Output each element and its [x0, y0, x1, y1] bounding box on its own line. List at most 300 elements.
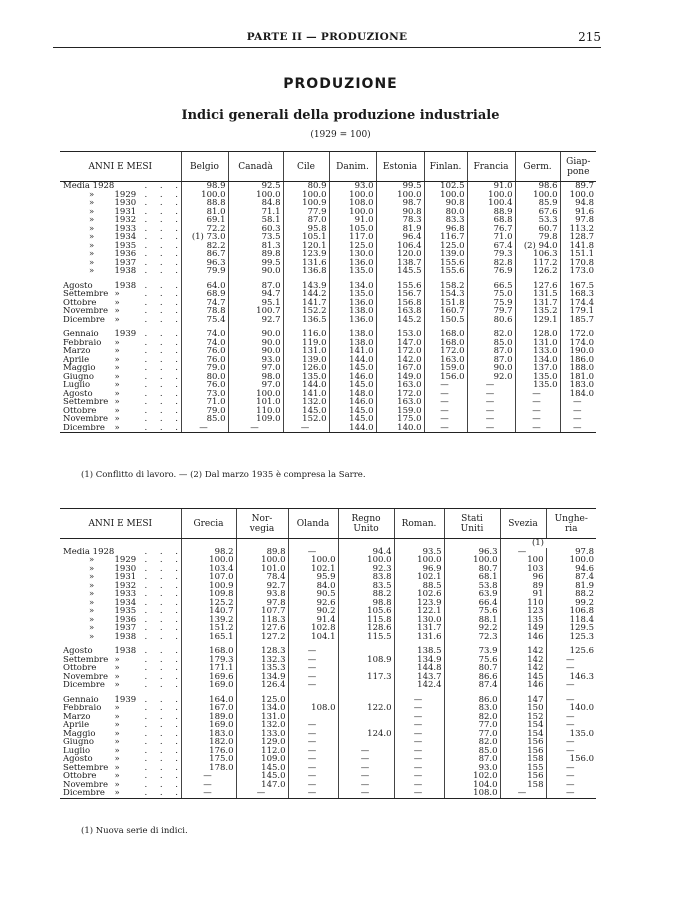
index-value: 77.9	[283, 208, 329, 217]
leader-dots: . . .	[144, 240, 184, 251]
period-name: Luglio	[63, 746, 91, 755]
period-year: »	[114, 728, 120, 739]
period-year: 1929	[114, 555, 137, 565]
index-value: 90.8	[424, 199, 467, 208]
period-year: 1931	[114, 572, 137, 582]
index-value: 78.8	[181, 307, 228, 316]
index-value: 175.0	[181, 755, 236, 764]
index-value: 139.2	[181, 616, 236, 625]
index-value: 83.5	[338, 582, 394, 591]
index-value: 140.0	[376, 424, 424, 433]
index-value: 134.0	[329, 282, 376, 291]
index-value: 83.8	[338, 573, 394, 582]
index-value: 93.0	[444, 764, 500, 773]
period-year: »	[114, 737, 120, 747]
index-value: —	[338, 755, 394, 764]
period-year: »	[114, 779, 120, 790]
index-value: 67.4	[467, 242, 515, 251]
index-value: 58.1	[228, 216, 283, 225]
index-value: 174.0	[560, 339, 596, 348]
index-value: 92.2	[444, 624, 500, 633]
page-number: 215	[578, 30, 601, 44]
period-label	[60, 680, 184, 690]
index-value: 87.0	[228, 282, 283, 291]
index-value: 136.5	[283, 316, 329, 325]
index-value: 80.6	[467, 316, 515, 325]
index-value: 186.0	[560, 356, 596, 365]
index-value: 95.9	[288, 573, 338, 582]
index-value: 120.1	[283, 242, 329, 251]
leader-dots: . . .	[144, 703, 184, 713]
index-value: 79.7	[467, 307, 515, 316]
period-name: Dicembre	[63, 315, 105, 324]
table-row	[60, 356, 596, 365]
index-value: 85.9	[515, 199, 560, 208]
table-row	[60, 299, 596, 308]
index-value: 122.1	[394, 607, 444, 616]
index-value: 145.0	[329, 364, 376, 373]
index-value: 74.7	[181, 299, 228, 308]
index-value: —	[288, 730, 338, 739]
index-value: 102.8	[288, 624, 338, 633]
index-value: 165.1	[181, 633, 236, 642]
index-value: 96	[500, 573, 546, 582]
period-year: »	[114, 720, 120, 730]
leader-dots: . . .	[144, 572, 184, 582]
table-row	[60, 259, 596, 268]
index-value: 86.0	[444, 696, 500, 705]
period-name: Marzo	[63, 347, 91, 356]
index-value: 74.0	[181, 330, 228, 339]
index-value: 90.5	[288, 590, 338, 599]
table-row	[60, 681, 596, 690]
index-value: 176.0	[181, 747, 236, 756]
index-value: 117.3	[338, 673, 394, 682]
index-value: 163.0	[424, 356, 467, 365]
index-value: 142	[500, 656, 546, 665]
index-value: 153.0	[376, 330, 424, 339]
index-value: 127.6	[515, 282, 560, 291]
period-year: 1939	[114, 329, 137, 339]
index-value: 138.0	[329, 339, 376, 348]
index-value: 72.3	[444, 633, 500, 642]
leader-dots: . . .	[144, 189, 184, 200]
index-value: 92.7	[228, 316, 283, 325]
index-value: 73.5	[228, 233, 283, 242]
index-value: 92.3	[338, 565, 394, 574]
index-value: —	[546, 781, 596, 790]
period-name: Novembre	[63, 307, 108, 316]
index-value: 102.6	[394, 590, 444, 599]
index-value: 89.7	[560, 182, 596, 191]
index-value: —	[467, 407, 515, 416]
period-year: »	[114, 671, 120, 682]
index-value: 130.0	[329, 250, 376, 259]
index-value: —	[181, 789, 236, 798]
table-row	[60, 539, 596, 548]
index-value: (2) 94.0	[515, 242, 560, 251]
index-value: 87.4	[444, 681, 500, 690]
index-value: 135.3	[236, 664, 288, 673]
leader-dots: . . .	[144, 280, 184, 291]
index-value: 81.0	[181, 208, 228, 217]
period-year: »	[114, 297, 120, 308]
index-value: 139.0	[283, 356, 329, 365]
table-row	[60, 250, 596, 259]
index-value: 129.0	[236, 738, 288, 747]
index-value: 167.5	[560, 282, 596, 291]
leader-dots: . . .	[144, 215, 184, 225]
index-value: 131.6	[394, 633, 444, 642]
production-index-table-2	[60, 508, 596, 799]
leader-dots: . . .	[144, 388, 184, 399]
leader-dots: . . .	[144, 337, 184, 348]
index-value: 71.0	[467, 233, 515, 242]
index-value: —	[394, 747, 444, 756]
index-value: —	[288, 681, 338, 690]
index-value: 82.0	[444, 713, 500, 722]
period-year: »	[114, 354, 120, 365]
leader-dots: . . .	[144, 380, 184, 390]
index-value: 125.3	[546, 633, 596, 642]
index-value: 151.1	[560, 250, 596, 259]
period-name: Febbraio	[63, 338, 102, 347]
index-value: 107.7	[236, 607, 288, 616]
column-header-country: Nor- vegia	[236, 509, 288, 539]
index-value: 129.1	[515, 316, 560, 325]
leader-dots: . . .	[144, 728, 184, 739]
index-value: 92.6	[288, 599, 338, 608]
leader-dots: . . .	[144, 329, 184, 339]
table-row	[60, 290, 596, 299]
index-value: 90.0	[228, 339, 283, 348]
index-value: —	[394, 789, 444, 798]
index-value: 131.0	[236, 713, 288, 722]
index-value: 96.3	[181, 259, 228, 268]
period-name: »	[89, 590, 95, 599]
index-value: 108.0	[329, 199, 376, 208]
index-value: 76.0	[181, 347, 228, 356]
index-value: 77.0	[444, 730, 500, 739]
period-name: Dicembre	[63, 681, 105, 690]
index-value: 94.4	[338, 548, 394, 557]
index-value: 76.7	[467, 225, 515, 234]
leader-dots: . . .	[144, 363, 184, 373]
index-value: —	[288, 673, 338, 682]
index-value: 171.1	[181, 664, 236, 673]
index-value: 126.0	[283, 364, 329, 373]
index-value: 152.2	[283, 307, 329, 316]
index-value: 142	[500, 664, 546, 673]
index-value: 143.7	[394, 673, 444, 682]
index-value: 168.3	[560, 290, 596, 299]
index-value: 139.0	[424, 250, 467, 259]
index-value: 155.6	[376, 282, 424, 291]
index-value: 172.0	[376, 390, 424, 399]
index-value: 172.0	[560, 330, 596, 339]
period-year: »	[114, 337, 120, 348]
period-year: »	[114, 788, 120, 798]
index-value: 172.0	[376, 347, 424, 356]
table-row	[60, 415, 596, 424]
index-value: 75.0	[467, 290, 515, 299]
table-row	[60, 208, 596, 217]
index-value: 112.0	[236, 747, 288, 756]
index-value: 53.3	[515, 216, 560, 225]
index-value: 100	[500, 556, 546, 565]
period-label	[60, 266, 184, 276]
index-value: 156	[500, 747, 546, 756]
index-value: 79.9	[181, 267, 228, 276]
index-value: 88.2	[546, 590, 596, 599]
period-name: Luglio	[63, 381, 91, 390]
period-year: »	[114, 289, 120, 299]
index-value: 167.0	[181, 704, 236, 713]
index-value: 145.0	[236, 772, 288, 781]
leader-dots: . . .	[144, 654, 184, 665]
index-value: 172.0	[424, 347, 467, 356]
index-value: 98.2	[181, 548, 236, 557]
index-value: —	[394, 721, 444, 730]
column-header-country: Germ.	[515, 152, 560, 182]
leader-dots: . . .	[144, 589, 184, 599]
index-value: 126.4	[236, 681, 288, 690]
index-value: 160.7	[424, 307, 467, 316]
period-label	[60, 631, 184, 642]
leader-dots: . . .	[144, 354, 184, 365]
index-value: 90.0	[467, 364, 515, 373]
index-value: 91	[500, 590, 546, 599]
index-value: 136.0	[329, 299, 376, 308]
period-name: »	[89, 250, 95, 259]
index-value: 144.0	[283, 381, 329, 390]
index-value: 88.1	[444, 616, 500, 625]
index-value: —	[288, 747, 338, 756]
leader-dots: . . .	[144, 779, 184, 790]
period-name: »	[89, 581, 95, 590]
table-row	[60, 673, 596, 682]
index-value: —	[338, 747, 394, 756]
column-header-country: Estonia	[376, 152, 424, 182]
period-year: »	[114, 414, 120, 424]
index-value: 105.6	[338, 607, 394, 616]
index-value: —	[288, 738, 338, 747]
index-value: 163.8	[376, 307, 424, 316]
index-value: 66.4	[444, 599, 500, 608]
index-value: 189.0	[181, 713, 236, 722]
index-value: 97.0	[228, 364, 283, 373]
leader-dots: . . .	[144, 631, 184, 642]
index-value: 100.0	[236, 556, 288, 565]
period-name: Gennaio	[63, 330, 99, 339]
index-value: —	[546, 747, 596, 756]
table-row	[60, 781, 596, 790]
index-value: —	[283, 424, 329, 433]
index-value: 154	[500, 730, 546, 739]
period-name: Media 1928	[63, 547, 115, 556]
index-value: 76.0	[181, 356, 228, 365]
index-value: 68.8	[467, 216, 515, 225]
period-year: »	[114, 388, 120, 399]
index-value: —	[288, 548, 338, 557]
index-value: 93.5	[394, 548, 444, 557]
leader-dots: . . .	[144, 720, 184, 730]
period-year: 1933	[114, 223, 137, 234]
index-value: 73.0	[181, 390, 228, 399]
index-value: 96.8	[424, 225, 467, 234]
index-value: 127.6	[236, 624, 288, 633]
index-value: 77.0	[444, 721, 500, 730]
table-row	[60, 347, 596, 356]
index-value: 66.5	[467, 282, 515, 291]
index-value: 103	[500, 565, 546, 574]
index-value: 76.0	[181, 381, 228, 390]
index-value: 147.0	[376, 339, 424, 348]
index-value: 100.0	[546, 556, 596, 565]
index-value: 144.2	[283, 290, 329, 299]
leader-dots: . . .	[144, 405, 184, 416]
index-value: 146.0	[329, 398, 376, 407]
period-label	[60, 314, 184, 325]
leader-dots: . . .	[144, 580, 184, 591]
index-value: —	[228, 424, 283, 433]
index-value: 182.0	[181, 738, 236, 747]
index-value: 145.0	[236, 764, 288, 773]
index-value: 87.0	[444, 755, 500, 764]
period-year: »	[114, 771, 120, 781]
index-value: —	[500, 789, 546, 798]
leader-dots: . . .	[144, 206, 184, 217]
index-value: 87.0	[467, 356, 515, 365]
index-value: 100.0	[376, 191, 424, 200]
index-value: 130.0	[394, 616, 444, 625]
table-row	[60, 364, 596, 373]
index-value: 128.0	[515, 330, 560, 339]
index-value: —	[394, 738, 444, 747]
index-value: 156	[500, 738, 546, 747]
index-value: 84.8	[228, 199, 283, 208]
index-value: 132.0	[283, 398, 329, 407]
index-value: 122.0	[338, 704, 394, 713]
table-row	[60, 755, 596, 764]
index-value: 100.9	[181, 582, 236, 591]
leader-dots: . . .	[144, 346, 184, 356]
index-value: 100.0	[288, 556, 338, 565]
index-value: 79.0	[181, 407, 228, 416]
index-value: 53.8	[444, 582, 500, 591]
index-value: 117.0	[329, 233, 376, 242]
index-value: —	[394, 713, 444, 722]
period-name: »	[89, 607, 95, 616]
index-value: —	[467, 381, 515, 390]
period-year: 1934	[114, 597, 137, 608]
index-value: 75.4	[181, 316, 228, 325]
index-value: 93.8	[236, 590, 288, 599]
index-value: —	[515, 424, 560, 433]
index-value: 123	[500, 607, 546, 616]
index-value: 83.3	[424, 216, 467, 225]
index-value: —	[338, 789, 394, 798]
index-value: 100.0	[228, 390, 283, 399]
period-name: »	[89, 241, 95, 250]
table-row	[60, 656, 596, 665]
column-header-country: Cile	[283, 152, 329, 182]
index-value: 142.0	[376, 356, 424, 365]
index-value: —	[288, 664, 338, 673]
period-year: 1936	[114, 249, 137, 259]
index-value: —	[394, 704, 444, 713]
index-value: 63.9	[444, 590, 500, 599]
period-label	[60, 788, 184, 798]
index-value: —	[560, 424, 596, 433]
column-header-country: Stati Uniti	[444, 509, 500, 539]
index-value: 88.5	[394, 582, 444, 591]
index-value: —	[546, 721, 596, 730]
index-value: 144.0	[329, 356, 376, 365]
index-value: 159.0	[424, 364, 467, 373]
index-value: 131.0	[515, 339, 560, 348]
index-value: —	[424, 424, 467, 433]
index-value: 79.3	[467, 250, 515, 259]
period-year: 1930	[114, 198, 137, 208]
index-value: 102.1	[394, 573, 444, 582]
index-value: 150.5	[424, 316, 467, 325]
index-value: 60.3	[228, 225, 283, 234]
index-value: 88.9	[467, 208, 515, 217]
column-header-period: ANNI E MESI	[60, 152, 181, 182]
index-value: 109.0	[228, 415, 283, 424]
period-year: »	[114, 745, 120, 756]
period-name: Gennaio	[63, 695, 99, 704]
running-header	[53, 31, 601, 47]
index-value: 82.2	[181, 242, 228, 251]
index-value: —	[424, 407, 467, 416]
index-value: 110.0	[228, 407, 283, 416]
index-value: 156.0	[424, 373, 467, 382]
index-value: 158	[500, 755, 546, 764]
leader-dots: . . .	[144, 606, 184, 616]
index-value: 100.0	[283, 191, 329, 200]
index-value: 169.0	[181, 681, 236, 690]
index-value: 100.7	[228, 307, 283, 316]
leader-dots: . . .	[144, 754, 184, 764]
index-value: —	[236, 789, 288, 798]
leader-dots: . . .	[144, 680, 184, 690]
period-name: »	[89, 199, 95, 208]
table1-footnote: (1) Conflitto di lavoro. — (2) Dal marzo 1935 è compresa la Sarre.	[81, 470, 366, 480]
leader-dots: . . .	[144, 788, 184, 798]
index-value: 141.0	[283, 390, 329, 399]
leader-dots: . . .	[144, 249, 184, 259]
index-value: 78.3	[376, 216, 424, 225]
index-value: 102.0	[444, 772, 500, 781]
period-year: »	[114, 405, 120, 416]
period-year: »	[114, 422, 120, 433]
period-year: 1935	[114, 606, 137, 616]
period-name: Settembre	[63, 763, 109, 772]
index-value: 86.7	[181, 250, 228, 259]
index-value: 85.0	[444, 747, 500, 756]
index-value: 147	[500, 696, 546, 705]
index-value: —	[424, 415, 467, 424]
index-value: 101.0	[236, 565, 288, 574]
leader-dots: . . .	[144, 422, 184, 433]
index-value: 91.4	[288, 616, 338, 625]
index-value: 133.0	[236, 730, 288, 739]
period-name: Ottobre	[63, 664, 97, 673]
index-value: 80.0	[424, 208, 467, 217]
column-header-country: Unghe- ria	[546, 509, 596, 539]
